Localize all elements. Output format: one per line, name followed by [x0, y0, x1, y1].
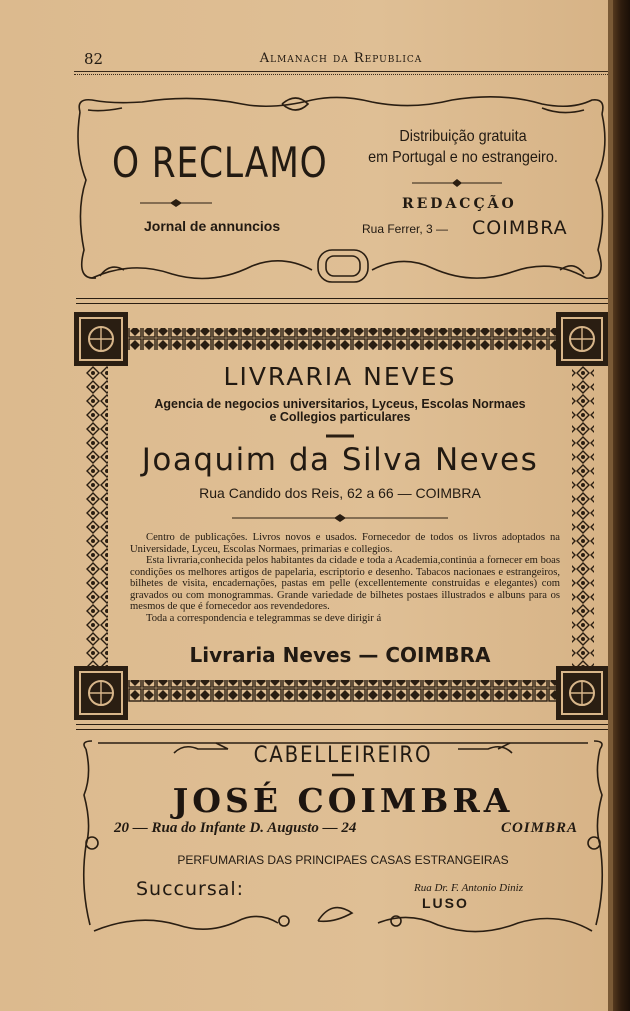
page-header [74, 50, 608, 72]
branch-city: LUSO [422, 895, 469, 911]
barber-city: COIMBRA [500, 820, 578, 836]
body-paragraph: Esta livraria,conhecida pelos habitantes da cidade e toda a Academia,continúa a fornecer em boas condições os melhores artigos de papelaria, escriptorio e desenho. Tabacos nacionaes e estrangeiros, bilhetes de visita, encadernações, pastas em pelle (excellentemente construidas e elegantes) com gravados ou com monogrammas. Grande variedade de bilhetes postaes illustrados e albuns para os mesmos de que é fornecedor aos revendedores. [130, 555, 560, 612]
livraria-body-text [130, 532, 560, 624]
distribution-line-2: em Portugal e no estrangeiro. [368, 149, 558, 166]
barber-address-line [114, 820, 578, 837]
barber-name: JOSÉ COIMBRA [172, 781, 514, 820]
perfumes-line: PERFUMARIAS DAS PRINCIPAES CASAS ESTRANGEIRAS [177, 853, 509, 867]
agency-line-2: e Collegios particulares [269, 410, 411, 424]
owner-name: Joaquim da Silva Neves [141, 442, 539, 478]
cabelleireiro-advertisement [78, 735, 608, 940]
book-spine [608, 0, 630, 1011]
redaccao-label: REDACÇÃO [402, 196, 517, 212]
reclamo-subtitle: Jornal de annuncios [144, 218, 281, 234]
page-number: 82 [84, 50, 104, 68]
livraria-address: Rua Candido dos Reis, 62 a 66 — COIMBRA [199, 485, 481, 501]
body-paragraph: Toda a correspondencia e telegrammas se deve dirigir á [146, 612, 382, 624]
reclamo-advertisement [72, 90, 608, 290]
distribution-line-1: Distribuição gratuita [399, 128, 527, 145]
separator-ornament [140, 198, 212, 208]
barber-address: 20 — Rua do Infante D. Augusto — 24 [114, 820, 357, 836]
reclamo-address: Rua Ferrer, 3 — [362, 222, 449, 236]
reclamo-title: O RECLAMO [112, 138, 328, 187]
cabelleireiro-title: CABELLEIREIRO [253, 743, 433, 768]
agency-text [112, 398, 568, 424]
agency-line-1: Agencia de negocios universitarios, Lyceus, Escolas Normaes [154, 397, 526, 411]
branch-address: Rua Dr. F. Antonio Diniz [414, 882, 523, 894]
divider-rule [76, 724, 608, 730]
divider-rule [76, 298, 608, 304]
livraria-advertisement [72, 310, 608, 720]
body-paragraph: Centro de publicações. Livros novos e usados. Fornecedor de todos os livros adoptados na Universidade, Lyceu, Escolas Normaes, primarias e collegios. [130, 532, 560, 555]
livraria-title: LIVRARIA NEVES [223, 362, 457, 391]
ornamental-frame-reclamo [72, 90, 608, 290]
branch-label: Succursal: [136, 878, 245, 900]
running-title: Almanach da Republica [259, 51, 423, 66]
livraria-footer: Livraria Neves — COIMBRA [189, 643, 491, 667]
separator-ornament [412, 178, 502, 188]
distribution-text [360, 126, 567, 168]
header-rule [74, 71, 608, 75]
reclamo-city: COIMBRA [472, 217, 568, 239]
